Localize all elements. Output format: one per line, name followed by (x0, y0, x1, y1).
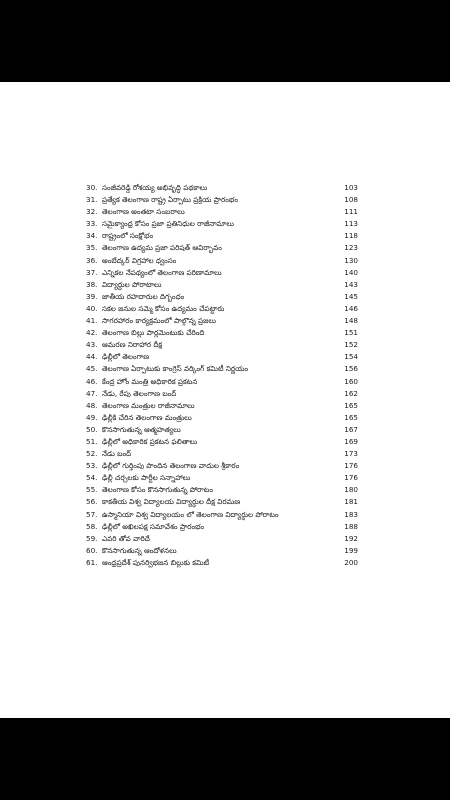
toc-entry-page: 130 (344, 255, 358, 265)
toc-entry (86, 206, 358, 218)
toc-entry-number: 37. (86, 267, 98, 277)
toc-entry-number: 32. (86, 207, 98, 217)
toc-entry-number: 34. (86, 231, 98, 241)
toc-entry-title: నేడు బంద్ (102, 449, 132, 459)
toc-entry (86, 218, 358, 230)
toc-entry-title: సకల జనుల సమ్మె కోసం ఉద్యమం చేపట్టారు (102, 303, 225, 313)
toc-entry-number: 58. (86, 521, 98, 531)
toc-entry-page: 176 (344, 461, 358, 471)
toc-entry (86, 242, 358, 254)
toc-entry-number: 56. (86, 497, 98, 507)
toc-entry-number: 40. (86, 303, 98, 313)
toc-entry (86, 255, 358, 267)
toc-entry-page: 188 (344, 521, 358, 531)
toc-entry-title: రాష్ట్రంలో సంక్షోభం (102, 231, 154, 241)
toc-entry-number: 46. (86, 376, 98, 386)
toc-entry-number: 55. (86, 485, 98, 495)
toc-entry (86, 291, 358, 303)
toc-entry-title: జాతీయ రహదారుల దిగ్బంధం (102, 291, 185, 301)
toc-entry-page: 152 (344, 340, 358, 350)
toc-entry-number: 60. (86, 545, 98, 555)
toc-entry (86, 327, 358, 339)
toc-entry-title: ఎవరి తోవ వారిదే (102, 533, 150, 543)
toc-entry-page: 156 (344, 364, 358, 374)
toc-entry-title: తెలంగాణ ఏర్పాటుకు కాంగ్రెస్ వర్కింగ్ కమిటీ నిర్ణయం (102, 364, 249, 374)
toc-entry-title: ఢిల్లీలో తెలంగాణ (102, 352, 150, 362)
toc-entry (86, 484, 358, 496)
toc-entry-title: ఢిల్లీలో అఖిలపక్ష సమావేశం ప్రారంభం (102, 521, 205, 531)
toc-entry-number: 53. (86, 461, 98, 471)
toc-entry-page: 108 (344, 195, 358, 205)
toc-entry-title: తెలంగాణ బిల్లు పార్లమెంటుకు చేరింది (102, 328, 205, 338)
toc-entry-page: 154 (344, 352, 358, 362)
toc-entry-page: 145 (344, 291, 358, 301)
toc-entry-page: 160 (344, 376, 358, 386)
toc-entry-page: 123 (344, 243, 358, 253)
toc-entry-title: కొనసాగుతున్న ఆత్మహత్యలు (102, 424, 181, 434)
toc-entry-page: 162 (344, 388, 358, 398)
toc-entry-title: ఢిల్లీ చర్చలకు పార్టీల సన్నాహాలు (102, 473, 191, 483)
toc-entry-page: 183 (344, 509, 358, 519)
toc-entry-number: 36. (86, 255, 98, 265)
toc-entry-number: 49. (86, 412, 98, 422)
toc-entry-number: 39. (86, 291, 98, 301)
toc-entry-page: 176 (344, 473, 358, 483)
toc-entry (86, 303, 358, 315)
toc-entry-number: 51. (86, 436, 98, 446)
toc-entry-title: ఉస్మానియా విశ్వ విద్యాలయం లో తెలంగాణ విద్యార్థుల పోరాటం (102, 509, 279, 519)
toc-entry-page: 192 (344, 533, 358, 543)
toc-entry-page: 148 (344, 316, 358, 326)
toc-entry-title: కొనసాగుతున్న ఆందోళనలు (102, 545, 177, 555)
toc-entry (86, 424, 358, 436)
toc-entry-page: 173 (344, 449, 358, 459)
toc-entry (86, 230, 358, 242)
toc-entry (86, 496, 358, 508)
toc-entry-title: సాగరహారం కార్యక్రమంలో పాల్గొన్న ప్రజలు (102, 316, 216, 326)
toc-entry (86, 267, 358, 279)
toc-entry-number: 35. (86, 243, 98, 253)
toc-entry-title: ఎన్నికల నేపథ్యంలో తెలంగాణ పరిణామాలు (102, 267, 222, 277)
toc-entry (86, 388, 358, 400)
toc-entry-page: 181 (344, 497, 358, 507)
toc-entry-title: ఢిల్లీలో అధికారిక ప్రకటన ఫలితాలు (102, 436, 198, 446)
toc-entry-page: 103 (344, 183, 358, 192)
toc-entry-title: తెలంగాణ కోసం కొనసాగుతున్న పోరాటం (102, 485, 213, 495)
toc-entry-number: 52. (86, 449, 98, 459)
toc-entry-page: 199 (344, 545, 358, 555)
toc-entry-title: తెలంగాణ అంతటా సంబరాలు (102, 207, 185, 217)
toc-entry-number: 50. (86, 424, 98, 434)
toc-entry-page: 165 (344, 412, 358, 422)
toc-entry-page: 180 (344, 485, 358, 495)
toc-entry-number: 48. (86, 400, 98, 410)
toc-entry-title: ఢిల్లీకి చేరిన తెలంగాణ మంత్రులు (102, 412, 192, 422)
toc-entry (86, 557, 358, 569)
toc-entry (86, 533, 358, 545)
toc-entry-title: అంబేద్కర్ విగ్రహాల ధ్వంసం (102, 255, 177, 265)
toc-entry (86, 436, 358, 448)
toc-entry-page: 140 (344, 267, 358, 277)
toc-entry-title: తెలంగాణ ఉద్యమ ప్రజా పరిషత్ ఆవిర్భావం (102, 243, 222, 253)
toc-entry-number: 43. (86, 340, 98, 350)
toc-entry-title: ఆమరణ నిరాహార దీక్ష (102, 340, 163, 350)
toc-entry-number: 38. (86, 279, 98, 289)
toc-entry-number: 41. (86, 316, 98, 326)
toc-entry (86, 509, 358, 521)
toc-entry-page: 165 (344, 400, 358, 410)
toc-entry (86, 315, 358, 327)
document-page (0, 82, 450, 718)
toc-entry-number: 61. (86, 557, 98, 567)
toc-entry-title: కాకతీయ విశ్వ విద్యాలయ విద్యార్థుల దీక్ష విరమణ (102, 497, 241, 507)
toc-entry-title: కేంద్ర హోం మంత్రి అధికారిక ప్రకటన (102, 376, 198, 386)
toc-entry (86, 400, 358, 412)
toc-entry (86, 279, 358, 291)
toc-entry-page: 143 (344, 279, 358, 289)
toc-entry-number: 30. (86, 183, 98, 192)
toc-entry-number: 45. (86, 364, 98, 374)
toc-entry-title: సంజీవరెడ్డి రోశయ్య అభివృద్ధి పథకాలు (102, 183, 208, 192)
toc-entry-number: 44. (86, 352, 98, 362)
toc-entry (86, 460, 358, 472)
toc-entry (86, 521, 358, 533)
toc-entry-page: 151 (344, 328, 358, 338)
toc-entry-title: విద్యార్థుల పోరాటాలు (102, 279, 162, 289)
toc-entry-title: ఢిల్లీలో గుర్తింపు పొందిన తెలంగాణ వాదుల శ్రీకారం (102, 461, 240, 471)
toc-entry-title: ప్రత్యేక తెలంగాణ రాష్ట్ర ఏర్పాటు ప్రక్రియ ప్రారంభం (102, 195, 238, 205)
toc-entry-page: 167 (344, 424, 358, 434)
toc-entry-number: 42. (86, 328, 98, 338)
toc-entry-title: తెలంగాణ మంత్రుల రాజీనామాలు (102, 400, 195, 410)
toc-entry-number: 47. (86, 388, 98, 398)
toc-entry (86, 363, 358, 375)
toc-entry (86, 545, 358, 557)
toc-entry-page: 118 (344, 231, 358, 241)
toc-entry (86, 448, 358, 460)
toc-entry-title: నేడు, రేపు తెలంగాణ బంద్ (102, 388, 177, 398)
toc-entry-number: 57. (86, 509, 98, 519)
toc-entry (86, 182, 358, 194)
toc-entry (86, 194, 358, 206)
toc-entry-number: 33. (86, 219, 98, 229)
toc-entry (86, 376, 358, 388)
toc-entry (86, 412, 358, 424)
toc-entry-page: 146 (344, 303, 358, 313)
toc-entry-page: 111 (344, 207, 358, 217)
toc-entry (86, 351, 358, 363)
toc-entry-number: 31. (86, 195, 98, 205)
toc-entry-title: ఆంధ్రప్రదేశ్ పునర్విభజన బిల్లుకు కమిటీ (102, 557, 210, 567)
toc-entry-number: 54. (86, 473, 98, 483)
toc-entry-page: 169 (344, 436, 358, 446)
toc-entry-title: సమైక్యాంధ్ర కోసం ప్రజా ప్రతినిధుల రాజీనామాలు (102, 219, 234, 229)
toc-entry-number: 59. (86, 533, 98, 543)
toc-entry-page: 113 (344, 219, 358, 229)
table-of-contents (86, 182, 358, 569)
toc-entry (86, 472, 358, 484)
toc-entry-page: 200 (344, 557, 358, 567)
toc-entry (86, 339, 358, 351)
